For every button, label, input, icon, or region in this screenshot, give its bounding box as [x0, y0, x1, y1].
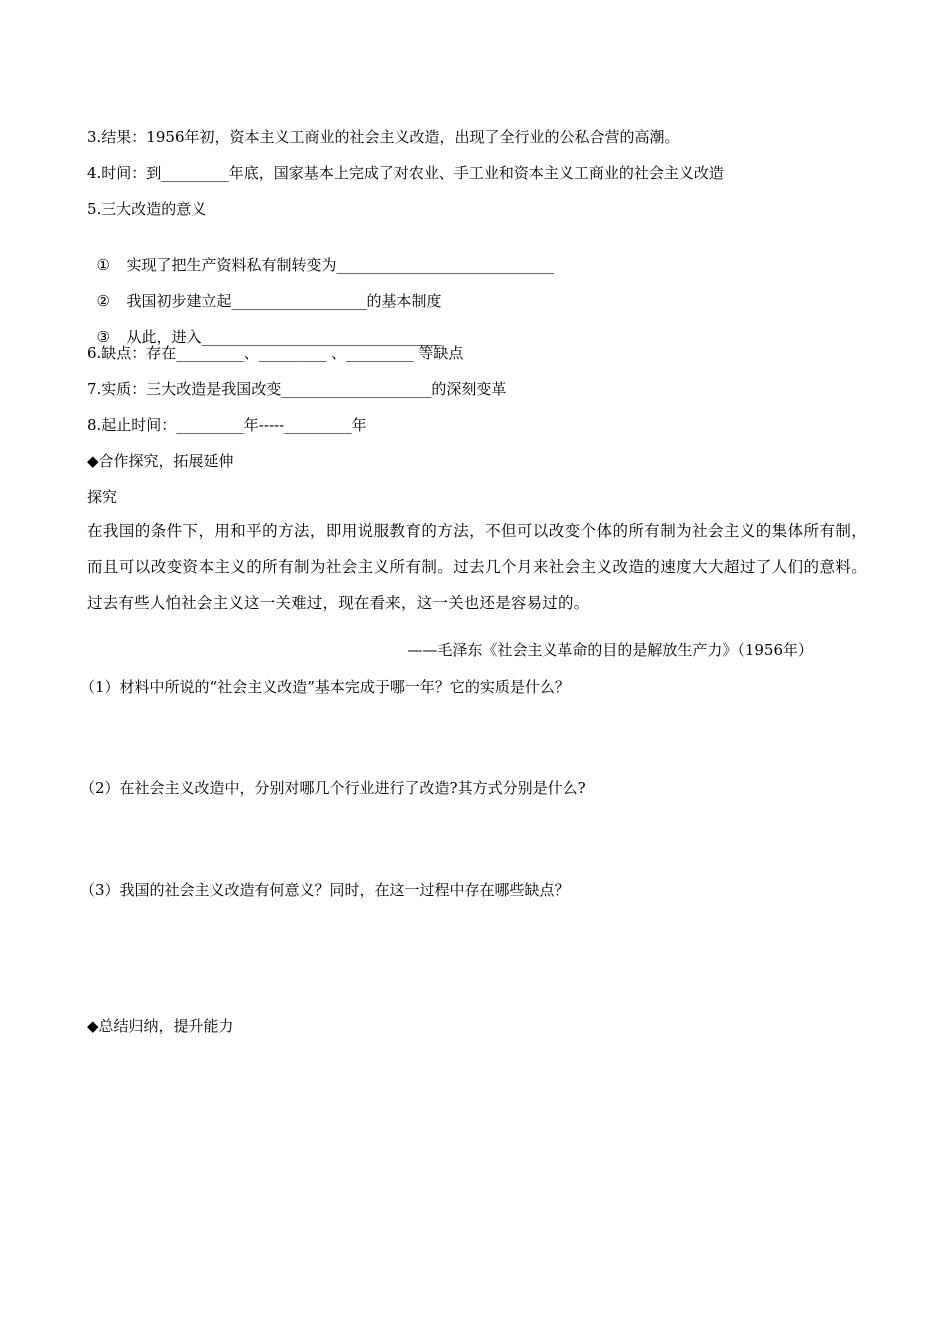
explore-heading: 探究 — [87, 488, 118, 506]
significance-point-1 — [87, 235, 554, 275]
explore-passage: 在我国的条件下，用和平的方法，即用说服教育的方法，不但可以改变个体的所有制为社会主义的集体所有制，而且可以改变资本主义的所有制为社会主义所有制。过去几个月来社会主义改造的速度大大超过了人们的意料。过去有些人怕社会主义这一关难过，现在看来，这一关也还是容易过的。 — [87, 522, 867, 612]
circled-number-3: ③ — [96, 328, 110, 346]
circled-number-2: ② — [96, 292, 110, 310]
section-summary-heading: ◆总结归纳，提升能力 — [87, 1017, 234, 1035]
item-8-period: 8.起止时间：_________年-----_________年 — [87, 416, 367, 434]
section-cooperate-heading: ◆合作探究，拓展延伸 — [87, 452, 234, 470]
circled-number-1: ① — [96, 256, 110, 274]
item-4-time: 4.时间：到_________年底，国家基本上完成了对农业、手工业和资本主义工商业的社会主义改造 — [87, 164, 724, 182]
significance-point-1-text: 实现了把生产资料私有制转变为_____________________________ — [126, 256, 555, 274]
question-2: （2）在社会主义改造中，分别对哪几个行业进行了改造?其方式分别是什么? — [80, 779, 586, 797]
significance-point-3 — [87, 307, 442, 347]
passage-source: ——毛泽东《社会主义革命的目的是解放生产力》（1956年） — [407, 641, 813, 659]
question-1: （1）材料中所说的“社会主义改造”基本完成于哪一年？它的实质是什么？ — [80, 678, 570, 696]
question-3: （3）我国的社会主义改造有何意义？同时，在这一过程中存在哪些缺点？ — [80, 881, 570, 899]
significance-point-3-text: 从此，进入________________________________ — [126, 328, 442, 346]
item-3-result: 3.结果：1956年初，资本主义工商业的社会主义改造，出现了全行业的公私合营的高潮。 — [87, 128, 680, 146]
item-6-shortcomings: 6.缺点：存在_________、_________ 、_________ 等缺点 — [87, 344, 464, 362]
item-5-significance-heading: 5.三大改造的意义 — [87, 200, 207, 218]
item-7-essence: 7.实质：三大改造是我国改变____________________的深刻变革 — [87, 380, 507, 398]
significance-point-2 — [87, 271, 442, 311]
significance-point-2-text: 我国初步建立起__________________的基本制度 — [126, 292, 442, 310]
